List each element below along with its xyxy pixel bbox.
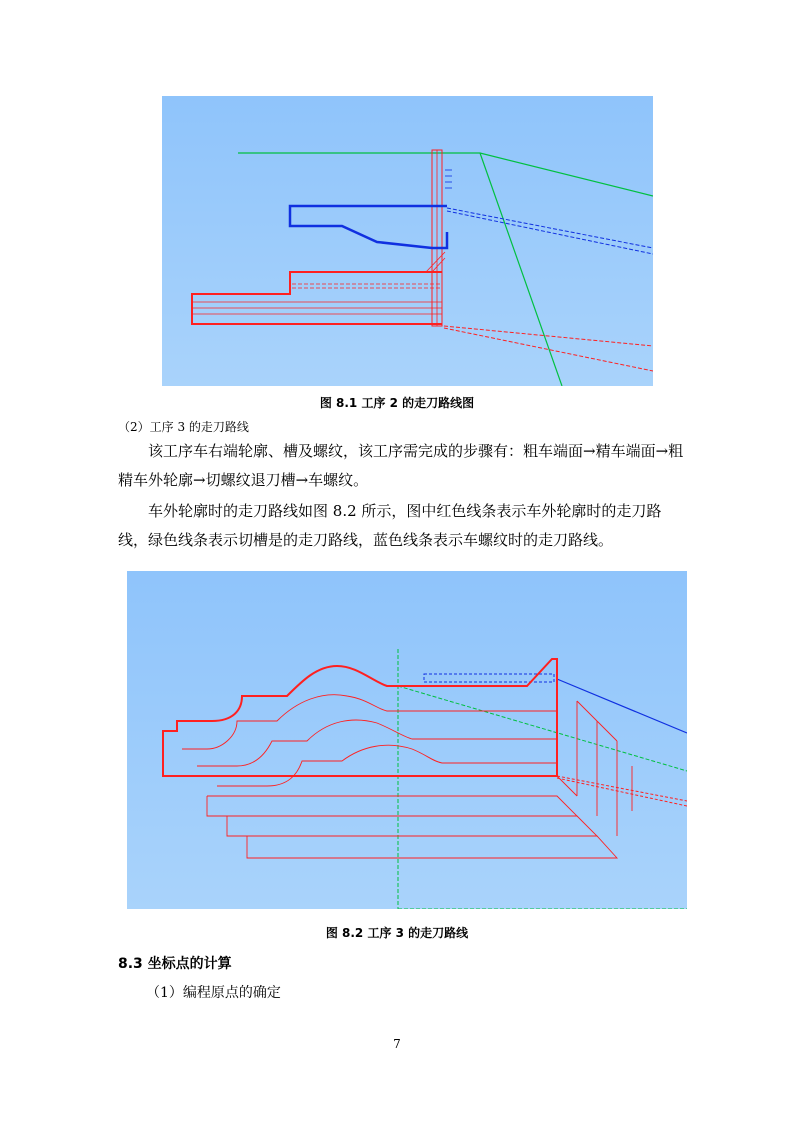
section-body [118,437,688,555]
paragraph-color-legend: 车外轮廓时的走刀路线如图 8.2 所示，图中红色线条表示车外轮廓时的走刀路线，绿色线条表示切槽是的走刀路线，蓝色线条表示车螺纹时的走刀路线。 [118,502,662,549]
paragraph-process-steps: 该工序车右端轮廓、槽及螺纹，该工序需完成的步骤有：粗车端面→精车端面→粗精车外轮廓→切螺纹退刀槽→车螺纹。 [118,442,684,489]
section-label: （2）工序 3 的走刀路线 [118,420,249,434]
figure-8-1-toolpath-image [162,96,653,386]
figure-8-1-drawing [162,96,653,386]
figure-8-2-drawing [127,571,687,909]
subitem-label: （1）编程原点的确定 [146,985,281,1001]
figure-8-1-caption: 图 8.1 工序 2 的走刀路线图 [319,396,475,410]
figure-8-2-caption: 图 8.2 工序 3 的走刀路线 [325,926,469,940]
figure-8-2-toolpath-image [127,571,687,909]
section-heading: 8.3 坐标点的计算 [118,956,232,972]
page-number: 7 [393,1037,401,1051]
